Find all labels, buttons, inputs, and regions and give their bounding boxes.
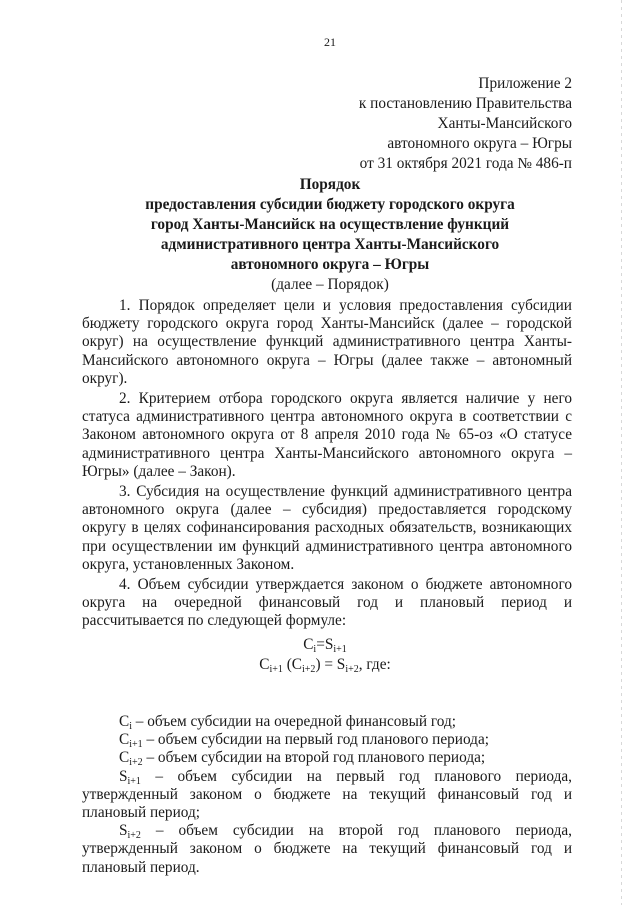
document-title — [0, 175, 640, 295]
attachment-line: автономного округа – Югры — [387, 135, 572, 152]
page-number: 21 — [324, 35, 336, 49]
formula-line-1: $C_i=S_{i+1}$ — [303, 636, 347, 655]
title-line: предоставления субсидии бюджету городского округа — [145, 196, 515, 213]
paragraph-1: 1. Порядок определяет цели и условия предоставления субсидии бюджету городского округа город Ханты-Мансийск (далее – городской округ) на осуществление функций административного центра Ханты-Мансийского автономного округа – Югры (далее также – автономный округ). — [82, 297, 572, 387]
attachment-line: Приложение 2 — [478, 75, 572, 92]
paragraph-3: 3. Субсидия на осуществление функций административного центра автономного округа (далее – субсидия) предоставляется городскому округу в целях софинансирования расходных обязательств, возникающих при осуществлении им функций административного центра автономного округа, установленных Законом. — [82, 483, 572, 573]
attachment-line: Ханты-Мансийского — [437, 115, 572, 132]
definition-item: $C_{i+2}$ – объем субсидии на второй год планового периода; — [119, 749, 486, 769]
title-line: административного центра Ханты-Мансийского — [160, 236, 500, 253]
scan-edge — [621, 0, 622, 905]
title-line: автономного округа – Югры — [230, 256, 430, 273]
formula-line-2: $C_{i+1}$ $(C_{i+2}) = S_{i+2}$, где: — [259, 656, 391, 675]
definition-item: $S_{i+2}$ – объем субсидии на второй год планового периода, утвержденный законом о бюджете на текущий финансовый год и плановый период. — [82, 822, 572, 876]
title-line: город Ханты-Мансийск на осуществление функций — [150, 216, 510, 233]
title-note: (далее – Порядок) — [271, 276, 389, 293]
definition-item: $C_i$ – объем субсидии на очередной финансовый год; — [119, 713, 457, 732]
paragraph-2: 2. Критерием отбора городского округа является наличие у него статуса административного центра автономного округа в соответствии с Законом автономного округа от 8 апреля 2010 года № 65-оз «О статусе административного центра Ханты-Мансийского автономного округа – Югры» (далее – Закон). — [82, 390, 572, 480]
title-heading: Порядок — [299, 176, 361, 193]
attachment-date-line: от 31 октября 2021 года № 486-п — [359, 155, 572, 172]
attachment-line: к постановлению Правительства — [358, 95, 572, 112]
attachment-block — [359, 74, 572, 174]
definition-item: $S_{i+1}$ – объем субсидии на первый год планового периода, утвержденный законом о бюджете на текущий финансовый год и плановый период; — [82, 767, 572, 822]
definitions-list — [82, 713, 572, 877]
document-body — [82, 297, 572, 633]
paragraph-4: 4. Объем субсидии утверждается законом о бюджете автономного округа на очередной финансовый год и плановый период и рассчитывается по следующей формуле: — [82, 576, 572, 630]
definition-item: $C_{i+1}$ – объем субсидии на первый год планового периода; — [119, 731, 490, 751]
